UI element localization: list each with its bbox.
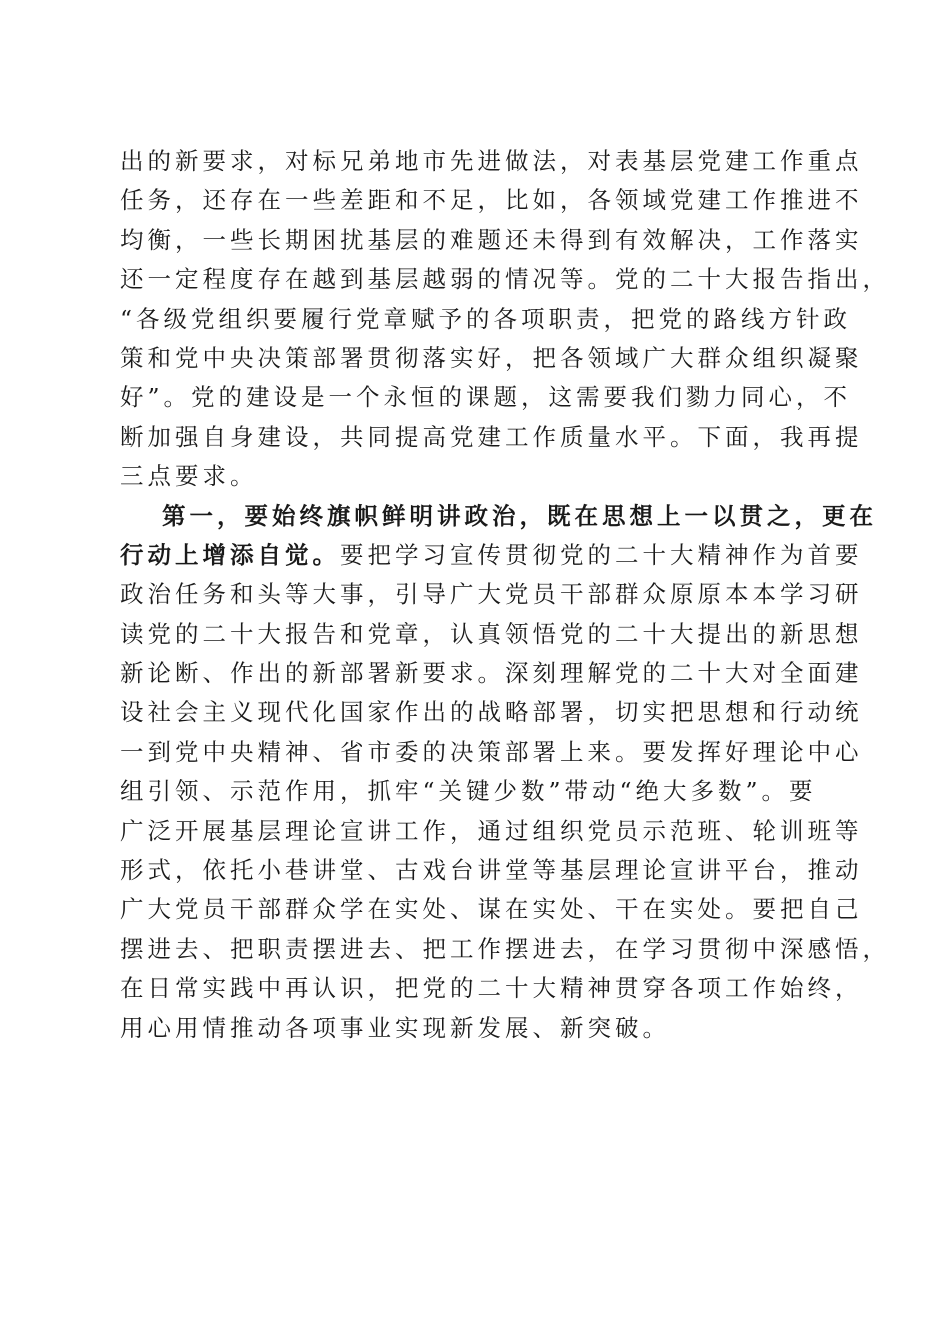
section-heading-end: 行动上增添自觉。 — [120, 540, 340, 569]
text-line: 形式，依托小巷讲堂、古戏台讲堂等基层理论宣讲平台，推动 — [120, 856, 863, 885]
text-line: 政治任务和头等大事，引导广大党员干部群众原原本本学习研 — [120, 580, 863, 609]
text-line: 任务，还存在一些差距和不足，比如，各领域党建工作推进不 — [120, 186, 863, 215]
text-line: 新论断、作出的新部署新要求。深刻理解党的二十大对全面建 — [120, 659, 863, 688]
text-line: 断加强自身建设，共同提高党建工作质量水平。下面，我再提 — [120, 422, 863, 451]
text-line: 均衡，一些长期困扰基层的难题还未得到有效解决，工作落实 — [120, 225, 863, 254]
text-line: 出的新要求，对标兄弟地市先进做法，对表基层党建工作重点 — [120, 147, 863, 175]
document-body — [120, 142, 890, 1048]
text-line: 广泛开展基层理论宣讲工作，通过组织党员示范班、轮训班等 — [120, 816, 863, 845]
text-line-mixed — [120, 536, 863, 575]
text-line: 好”。党的建设是一个永恒的课题，这需要我们勠力同心，不 — [120, 383, 852, 412]
text-line: 读党的二十大报告和党章，认真领悟党的二十大提出的新思想 — [120, 619, 863, 648]
section-heading-line: 第一，要始终旗帜鲜明讲政治，既在思想上一以贯之，更在 — [162, 501, 877, 530]
text-line: 广大党员干部群众学在实处、谋在实处、干在实处。要把自己 — [120, 895, 863, 924]
text-line: 还一定程度存在越到基层越弱的情况等。党的二十大报告指出， — [120, 265, 890, 294]
text-line: 用心用情推动各项事业实现新发展、新突破。 — [120, 1013, 670, 1042]
text-span: 要把学习宣传贯彻党的二十大精神作为首要 — [340, 540, 863, 569]
text-line: 策和党中央决策部署贯彻落实好，把各领域广大群众组织凝聚 — [120, 343, 863, 372]
text-line: 设社会主义现代化国家作出的战略部署，切实把思想和行动统 — [120, 698, 863, 727]
text-line: 一到党中央精神、省市委的决策部署上来。要发挥好理论中心 — [120, 737, 863, 766]
text-line: 摆进去、把职责摆进去、把工作摆进去，在学习贯彻中深感悟， — [120, 934, 890, 963]
text-line: 在日常实践中再认识，把党的二十大精神贯穿各项工作始终， — [120, 974, 863, 1003]
text-line: 三点要求。 — [120, 462, 258, 491]
text-line: 组引领、示范作用，抓牢“关键少数”带动“绝大多数”。要 — [120, 777, 817, 806]
text-line: “各级党组织要履行党章赋予的各项职责，把党的路线方针政 — [120, 304, 852, 333]
